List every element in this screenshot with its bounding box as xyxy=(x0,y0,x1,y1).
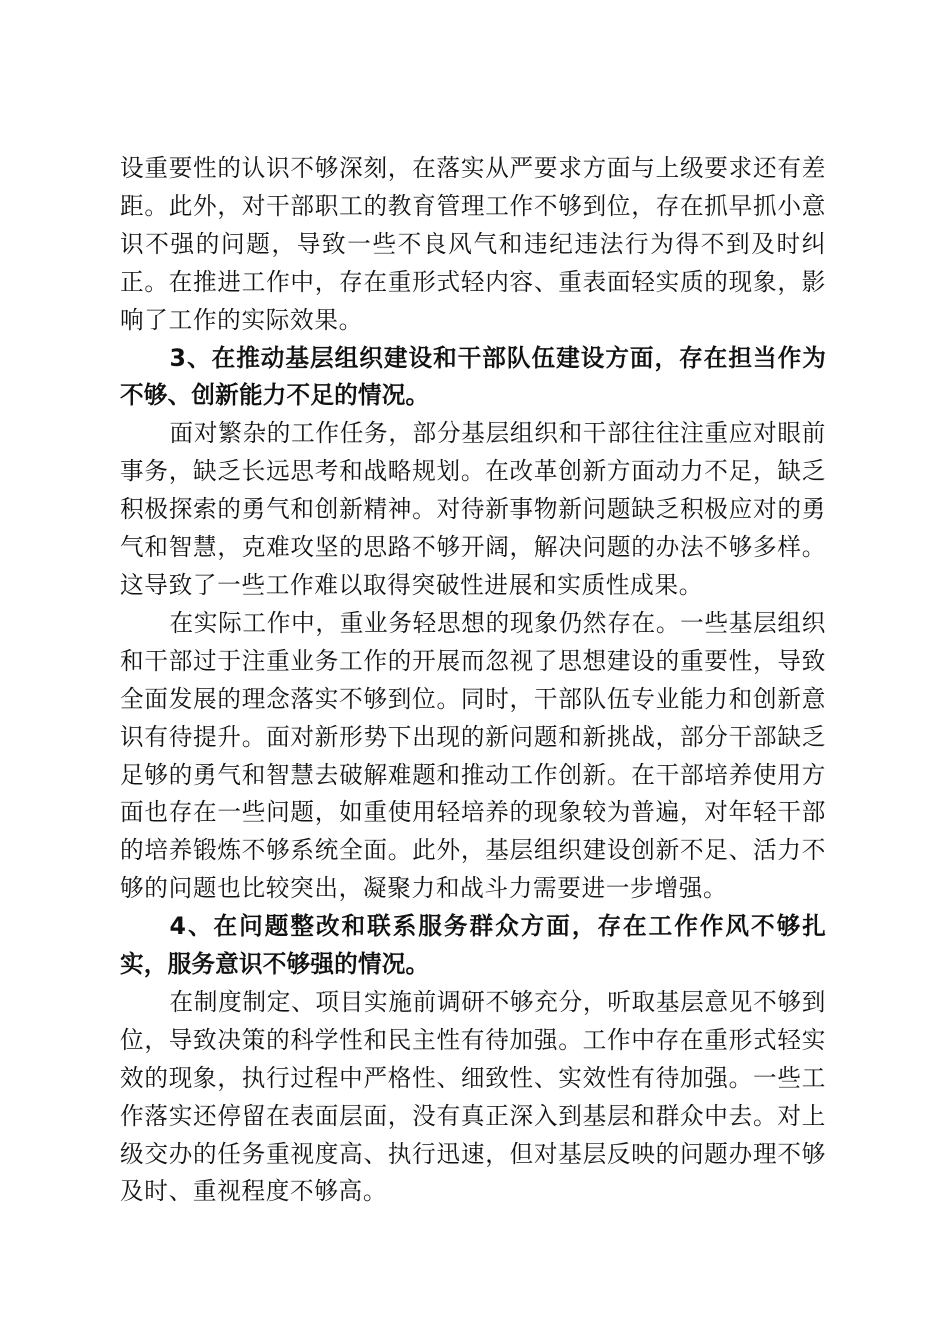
body-paragraph: 在实际工作中，重业务轻思想的现象仍然存在。一些基层组织和干部过于注重业务工作的开展而忽视了思想建设的重要性，导致全面发展的理念落实不够到位。同时，干部队伍专业能力和创新意识有待提升。面对新形势下出现的新问题和新挑战，部分干部缺乏足够的勇气和智慧去破解难题和推动工作创新。在干部培养使用方面也存在一些问题，如重使用轻培养的现象较为普遍，对年轻干部的培养锻炼不够系统全面。此外，基层组织建设创新不足、活力不够的问题也比较突出，凝聚力和战斗力需要进一步增强。 xyxy=(120,608,826,903)
body-paragraph-continued: 设重要性的认识不够深刻，在落实从严要求方面与上级要求还有差距。此外，对干部职工的教育管理工作不够到位，存在抓早抓小意识不强的问题，导致一些不良风气和违纪违法行为得不到及时纠正。在推进工作中，存在重形式轻内容、重表面轻实质的现象，影响了工作的实际效果。 xyxy=(120,154,826,334)
body-paragraph: 在制度制定、项目实施前调研不够充分，听取基层意见不够到位，导致决策的科学性和民主性有待加强。工作中存在重形式轻实效的现象，执行过程中严格性、细致性、实效性有待加强。一些工作落实还停留在表面层面，没有真正深入到基层和群众中去。对上级交办的任务重视度高、执行迅速，但对基层反映的问题办理不够及时、重视程度不够高。 xyxy=(120,987,826,1206)
section-heading-3: 3、在推动基层组织建设和干部队伍建设方面，存在担当作为不够、创新能力不足的情况。 xyxy=(120,343,826,410)
body-paragraph: 面对繁杂的工作任务，部分基层组织和干部往往注重应对眼前事务，缺乏长远思考和战略规划。在改革创新方面动力不足，缺乏积极探索的勇气和创新精神。对待新事物新问题缺乏积极应对的勇气和智慧，克难攻坚的思路不够开阔，解决问题的办法不够多样。这导致了一些工作难以取得突破性进展和实质性成果。 xyxy=(120,419,826,599)
document-page xyxy=(120,150,826,1211)
section-heading-4: 4、在问题整改和联系服务群众方面，存在工作作风不够扎实，服务意识不够强的情况。 xyxy=(120,912,826,979)
